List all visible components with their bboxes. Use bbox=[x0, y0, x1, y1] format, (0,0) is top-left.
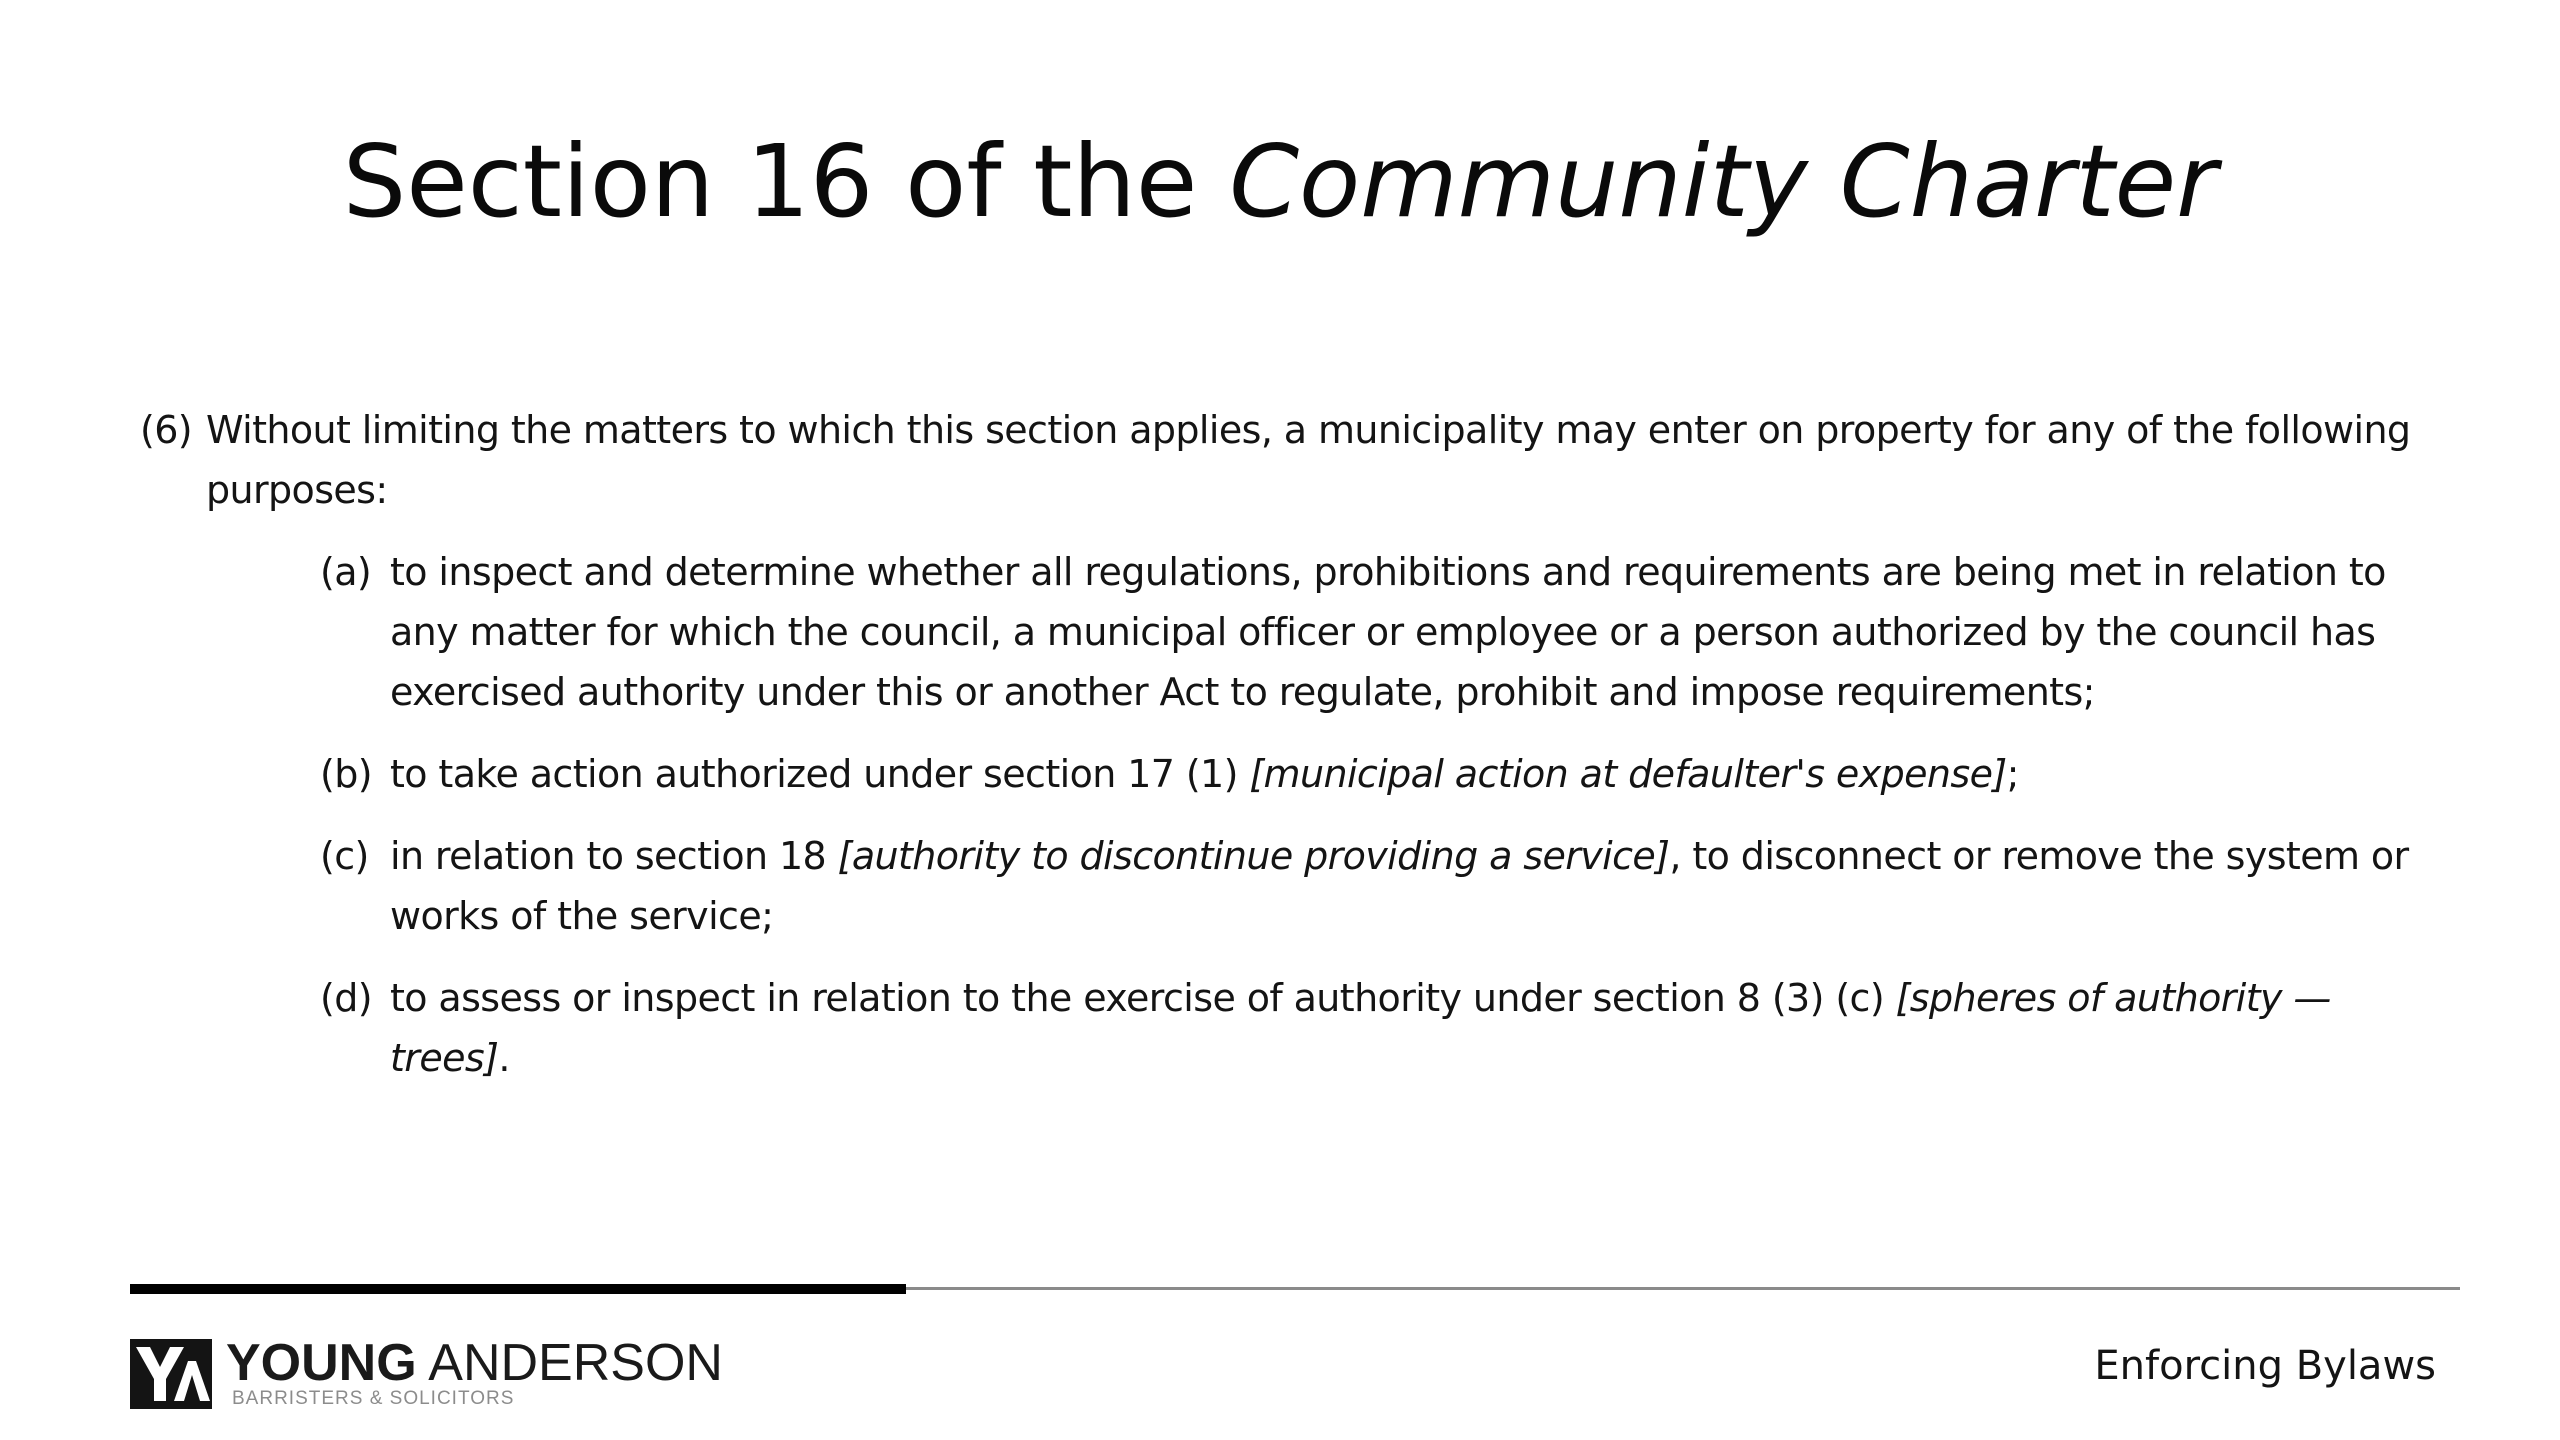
paragraph-text: to inspect and determine whether all regulations, prohibitions and requirements are being met in relation to any matter for which the council, a municipal officer or employee or a person authorized by the council has exercised authority under this or another Act to regulate, prohibit and impose requirements; bbox=[390, 550, 2386, 714]
subsection-number: (6) bbox=[140, 408, 193, 452]
paragraph-label: (b) bbox=[320, 752, 372, 796]
paragraph-b bbox=[320, 744, 2460, 804]
slide-title bbox=[0, 122, 2560, 242]
paragraph-note-italic: [municipal action at defaulter's expense] bbox=[1249, 752, 2007, 796]
ya-logo-icon bbox=[130, 1339, 212, 1409]
subsection-intro: Without limiting the matters to which this section applies, a municipality may enter on property for any of the following purposes: bbox=[206, 408, 2411, 512]
paragraph-label: (d) bbox=[320, 976, 372, 1020]
paragraph-text-before: in relation to section 18 bbox=[390, 834, 838, 878]
logo-name-bold: YOUNG bbox=[226, 1334, 417, 1392]
paragraph-c bbox=[320, 826, 2460, 946]
paragraph-text bbox=[390, 968, 2460, 1088]
logo-wordmark bbox=[226, 1334, 723, 1410]
logo-tagline: BARRISTERS & SOLICITORS bbox=[232, 1388, 515, 1409]
paragraph-d bbox=[320, 968, 2460, 1088]
paragraph-text bbox=[390, 744, 2460, 804]
paragraph-note-italic: [spheres of authority — trees] bbox=[390, 976, 2331, 1080]
paragraph-text-before: to take action authorized under section 17 (1) bbox=[390, 752, 1250, 796]
slide-title-italic: Community Charter bbox=[1229, 123, 2218, 240]
firm-logo bbox=[130, 1334, 723, 1410]
paragraph-text-after: , to disconnect or remove the system or works of the service; bbox=[390, 834, 2409, 938]
footer-section-label: Enforcing Bylaws bbox=[2094, 1343, 2436, 1389]
statute-excerpt bbox=[140, 400, 2460, 1110]
paragraph-text-after: ; bbox=[2006, 752, 2019, 796]
paragraph-text-before: to assess or inspect in relation to the exercise of authority under section 8 (3) (c) bbox=[390, 976, 1896, 1020]
paragraph-label: (c) bbox=[320, 834, 369, 878]
paragraph-text bbox=[390, 826, 2460, 946]
paragraph-text-after: . bbox=[498, 1036, 510, 1080]
paragraph-label: (a) bbox=[320, 550, 372, 594]
logo-name-light: ANDERSON bbox=[416, 1334, 723, 1392]
paragraph-list bbox=[320, 542, 2460, 1088]
slide-title-text: Section 16 of the bbox=[342, 123, 1230, 240]
paragraph-note-italic: [authority to discontinue providing a service] bbox=[837, 834, 1670, 878]
subsection-6 bbox=[140, 400, 2460, 520]
footer-divider-accent bbox=[130, 1284, 906, 1294]
logo-name bbox=[226, 1334, 723, 1392]
paragraph-a bbox=[320, 542, 2460, 722]
